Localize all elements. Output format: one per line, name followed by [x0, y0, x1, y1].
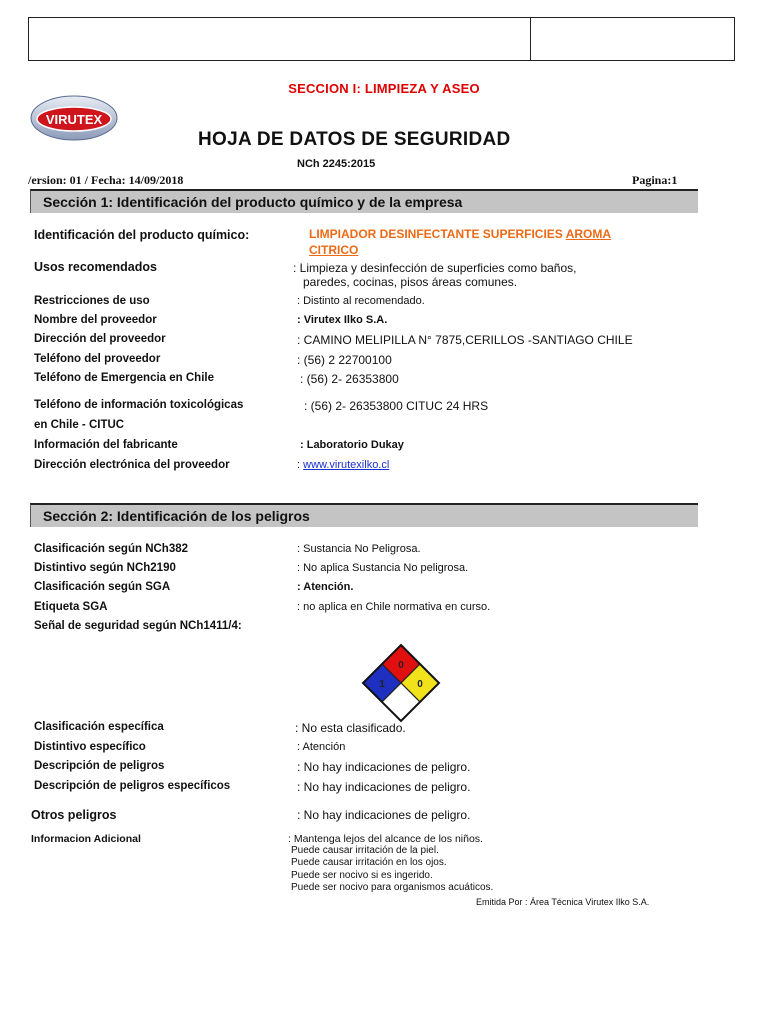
row-value: : Distinto al recomendado. [297, 295, 425, 307]
info-lines [288, 833, 493, 894]
product-value [309, 227, 611, 241]
header-table [28, 17, 735, 61]
email-value [297, 459, 389, 471]
product-value-line2 [309, 243, 358, 257]
virutex-logo [30, 95, 118, 141]
document-norm: NCh 2245:2015 [297, 158, 376, 170]
logo-text: VIRUTEX [45, 112, 103, 127]
fabricante-value: : Laboratorio Dukay [300, 439, 404, 451]
row-label: Distintivo específico [34, 741, 146, 753]
row-label: Clasificación específica [34, 721, 164, 733]
row-value: : no aplica en Chile normativa en curso. [297, 601, 491, 613]
row-label: Clasificación según NCh382 [34, 543, 189, 555]
row-label: Teléfono del proveedor [34, 353, 161, 365]
row-value: : (56) 2- 26353800 [300, 372, 399, 386]
row-value: : Virutex Ilko S.A. [297, 314, 388, 326]
row-value: : Atención. [297, 581, 354, 593]
info-line: Puede causar irritación de la piel. [291, 845, 439, 857]
section-1-bar: Sección 1: Identificación del producto químico y de la empresa [30, 189, 698, 213]
product-aroma: AROMA [565, 227, 612, 241]
usos-value-1: : Limpieza y desinfección de superficies como baños, [293, 261, 577, 275]
otros-value: : No hay indicaciones de peligro. [297, 808, 471, 822]
row-label: Clasificación según SGA [34, 581, 171, 593]
section-2-bar: Sección 2: Identificación de los peligros [30, 503, 698, 527]
product-label: Identificación del producto químico: [34, 228, 250, 242]
nfpa-diamond-icon [361, 643, 441, 723]
email-colon: : [297, 459, 304, 471]
row-value: : Atención [297, 741, 346, 753]
fabricante-label: Información del fabricante [34, 439, 178, 451]
row-value: : No esta clasificado. [295, 721, 406, 735]
senal-label: Señal de seguridad según NCh1411/4: [34, 620, 242, 632]
row-value: : No hay indicaciones de peligro. [297, 760, 471, 774]
usos-value-2: paredes, cocinas, pisos áreas comunes. [303, 275, 518, 289]
website-link[interactable]: www.virutexilko.cl [303, 459, 390, 471]
row-label: Descripción de peligros específicos [34, 780, 231, 792]
tox-value: : (56) 2- 26353800 CITUC 24 HRS [304, 399, 489, 413]
nfpa-reactivity-value: 0 [417, 679, 423, 690]
nfpa-health-value: 1 [379, 679, 385, 690]
info-line: Puede ser nocivo para organismos acuáticos. [291, 881, 494, 893]
row-value: : Sustancia No Peligrosa. [297, 543, 421, 555]
row-label: Descripción de peligros [34, 760, 165, 772]
usos-label: Usos recomendados [34, 260, 157, 274]
row-value: : CAMINO MELIPILLA N° 7875,CERILLOS -SANTIAGO CHILE [297, 333, 633, 347]
row-label: Teléfono de Emergencia en Chile [34, 372, 214, 384]
row-value: : No hay indicaciones de peligro. [297, 780, 471, 794]
row-value: : No aplica Sustancia No peligrosa. [297, 562, 469, 574]
nfpa-fire-value: 0 [398, 660, 404, 671]
info-line: Puede ser nocivo si es ingerido. [291, 869, 433, 881]
version-date: /ersion: 01 / Fecha: 14/09/2018 [28, 173, 184, 187]
product-citrico: CITRICO [309, 243, 359, 257]
info-line: Puede causar irritación en los ojos. [291, 857, 447, 869]
row-value: : (56) 2 22700100 [297, 353, 392, 367]
info-line: : Mantenga lejos del alcance de los niños. [288, 833, 483, 845]
row-label: Distintivo según NCh2190 [34, 562, 176, 574]
header-cell-right [531, 18, 734, 60]
document-title: HOJA DE DATOS DE SEGURIDAD [198, 129, 511, 150]
tox-label-2: en Chile - CITUC [34, 419, 125, 431]
product-name: LIMPIADOR DESINFECTANTE SUPERFICIES [309, 227, 566, 241]
row-label: Dirección del proveedor [34, 333, 166, 345]
emitida-por: Emitida Por : Área Técnica Virutex Ilko S.A. [476, 897, 650, 907]
row-label: Restricciones de uso [34, 295, 150, 307]
page-number: Pagina:1 [632, 173, 678, 187]
row-label: Nombre del proveedor [34, 314, 157, 326]
header-cell-left [29, 18, 531, 60]
tox-label-1: Teléfono de información toxicológicas [34, 399, 244, 411]
info-label: Informacion Adicional [31, 833, 141, 845]
otros-label: Otros peligros [31, 808, 117, 822]
row-label: Etiqueta SGA [34, 601, 108, 613]
email-label: Dirección electrónica del proveedor [34, 459, 230, 471]
section-heading: SECCION I: LIMPIEZA Y ASEO [288, 81, 480, 96]
